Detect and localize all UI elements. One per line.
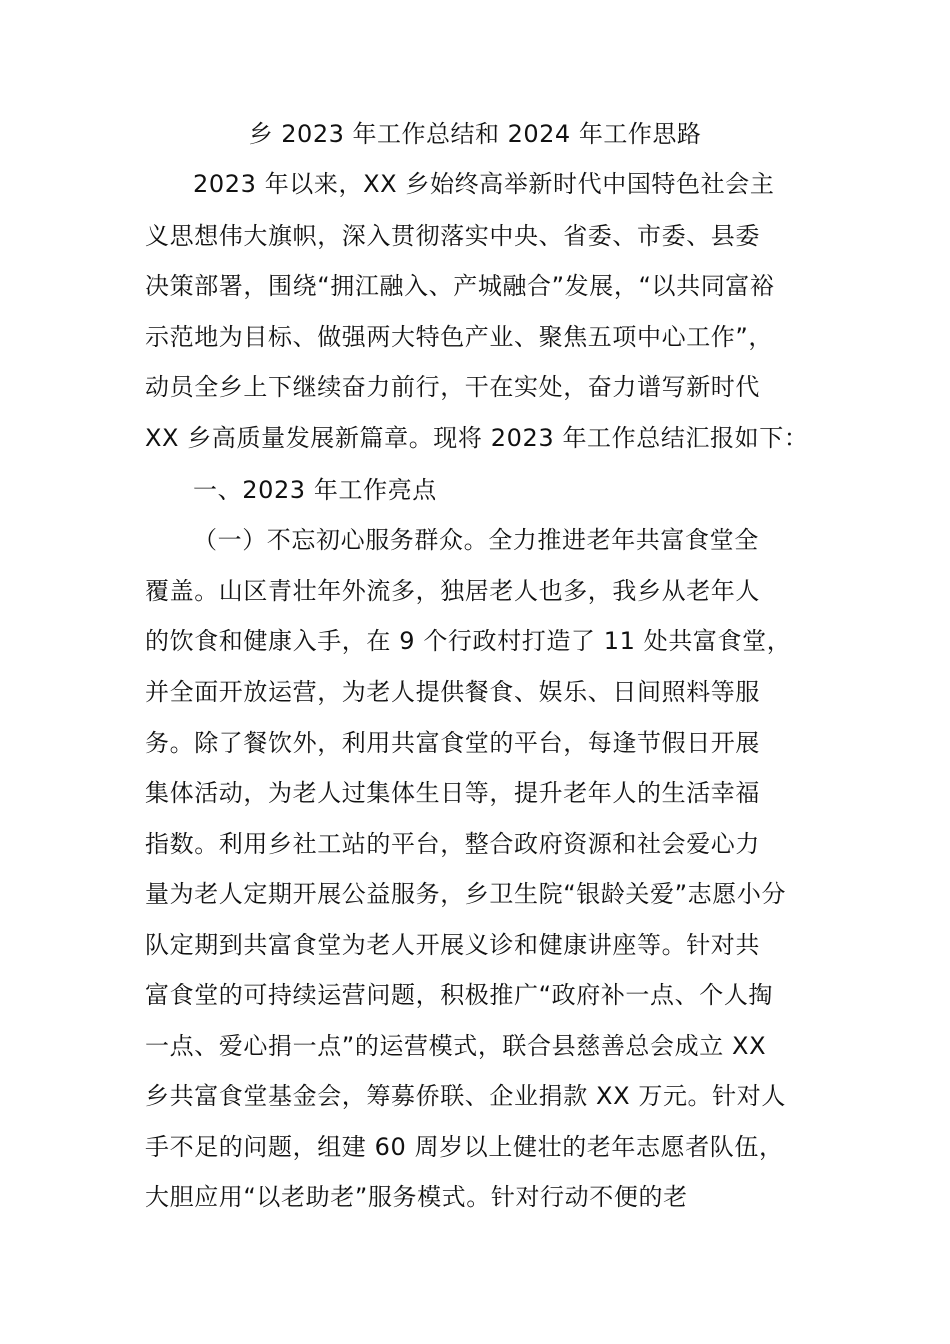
paragraph-line: （一）不忘初心服务群众。全力推进老年共富食堂全 bbox=[193, 526, 759, 554]
paragraph-line: 手不足的问题，组建 60 周岁以上健壮的老年志愿者队伍， bbox=[145, 1133, 784, 1161]
paragraph-line: 务。除了餐饮外，利用共富食堂的平台，每逢节假日开展 bbox=[145, 729, 760, 757]
paragraph-line: 决策部署，围绕“拥江融入、产城融合”发展，“以共同富裕 bbox=[145, 272, 775, 300]
paragraph-line: 并全面开放运营，为老人提供餐食、娱乐、日间照料等服 bbox=[145, 678, 760, 706]
paragraph-line: 示范地为目标、做强两大特色产业、聚焦五项中心工作”， bbox=[145, 323, 774, 351]
paragraph-line: 集体活动，为老人过集体生日等，提升老年人的生活幸福 bbox=[145, 779, 760, 807]
paragraph-line: 覆盖。山区青壮年外流多，独居老人也多，我乡从老年人 bbox=[145, 577, 760, 605]
paragraph-line: 指数。利用乡社工站的平台，整合政府资源和社会爱心力 bbox=[145, 830, 760, 858]
paragraph-line: 义思想伟大旗帜，深入贯彻落实中央、省委、市委、县委 bbox=[145, 222, 760, 250]
paragraph-line: 大胆应用“以老助老”服务模式。针对行动不便的老 bbox=[145, 1183, 688, 1211]
paragraph-line: XX 乡高质量发展新篇章。现将 2023 年工作总结汇报如下： bbox=[145, 424, 809, 452]
paragraph-line: 一点、爱心捐一点”的运营模式，联合县慈善总会成立 XX bbox=[145, 1032, 767, 1060]
paragraph-line: 2023 年以来，XX 乡始终高举新时代中国特色社会主 bbox=[193, 170, 775, 198]
paragraph-line: 队定期到共富食堂为老人开展义诊和健康讲座等。针对共 bbox=[145, 931, 760, 959]
document-title: 乡 2023 年工作总结和 2024 年工作思路 bbox=[248, 120, 702, 148]
paragraph-line: 的饮食和健康入手，在 9 个行政村打造了 11 处共富食堂， bbox=[145, 627, 792, 655]
paragraph-line: 富食堂的可持续运营问题，积极推广“政府补一点、个人掏 bbox=[145, 981, 774, 1009]
paragraph-line: 量为老人定期开展公益服务，乡卫生院“银龄关爱”志愿小分 bbox=[145, 880, 787, 908]
section-heading: 一、2023 年工作亮点 bbox=[193, 476, 437, 504]
paragraph-line: 乡共富食堂基金会，筹募侨联、企业捐款 XX 万元。针对人 bbox=[145, 1082, 786, 1110]
paragraph-line: 动员全乡上下继续奋力前行，干在实处，奋力谱写新时代 bbox=[145, 373, 760, 401]
